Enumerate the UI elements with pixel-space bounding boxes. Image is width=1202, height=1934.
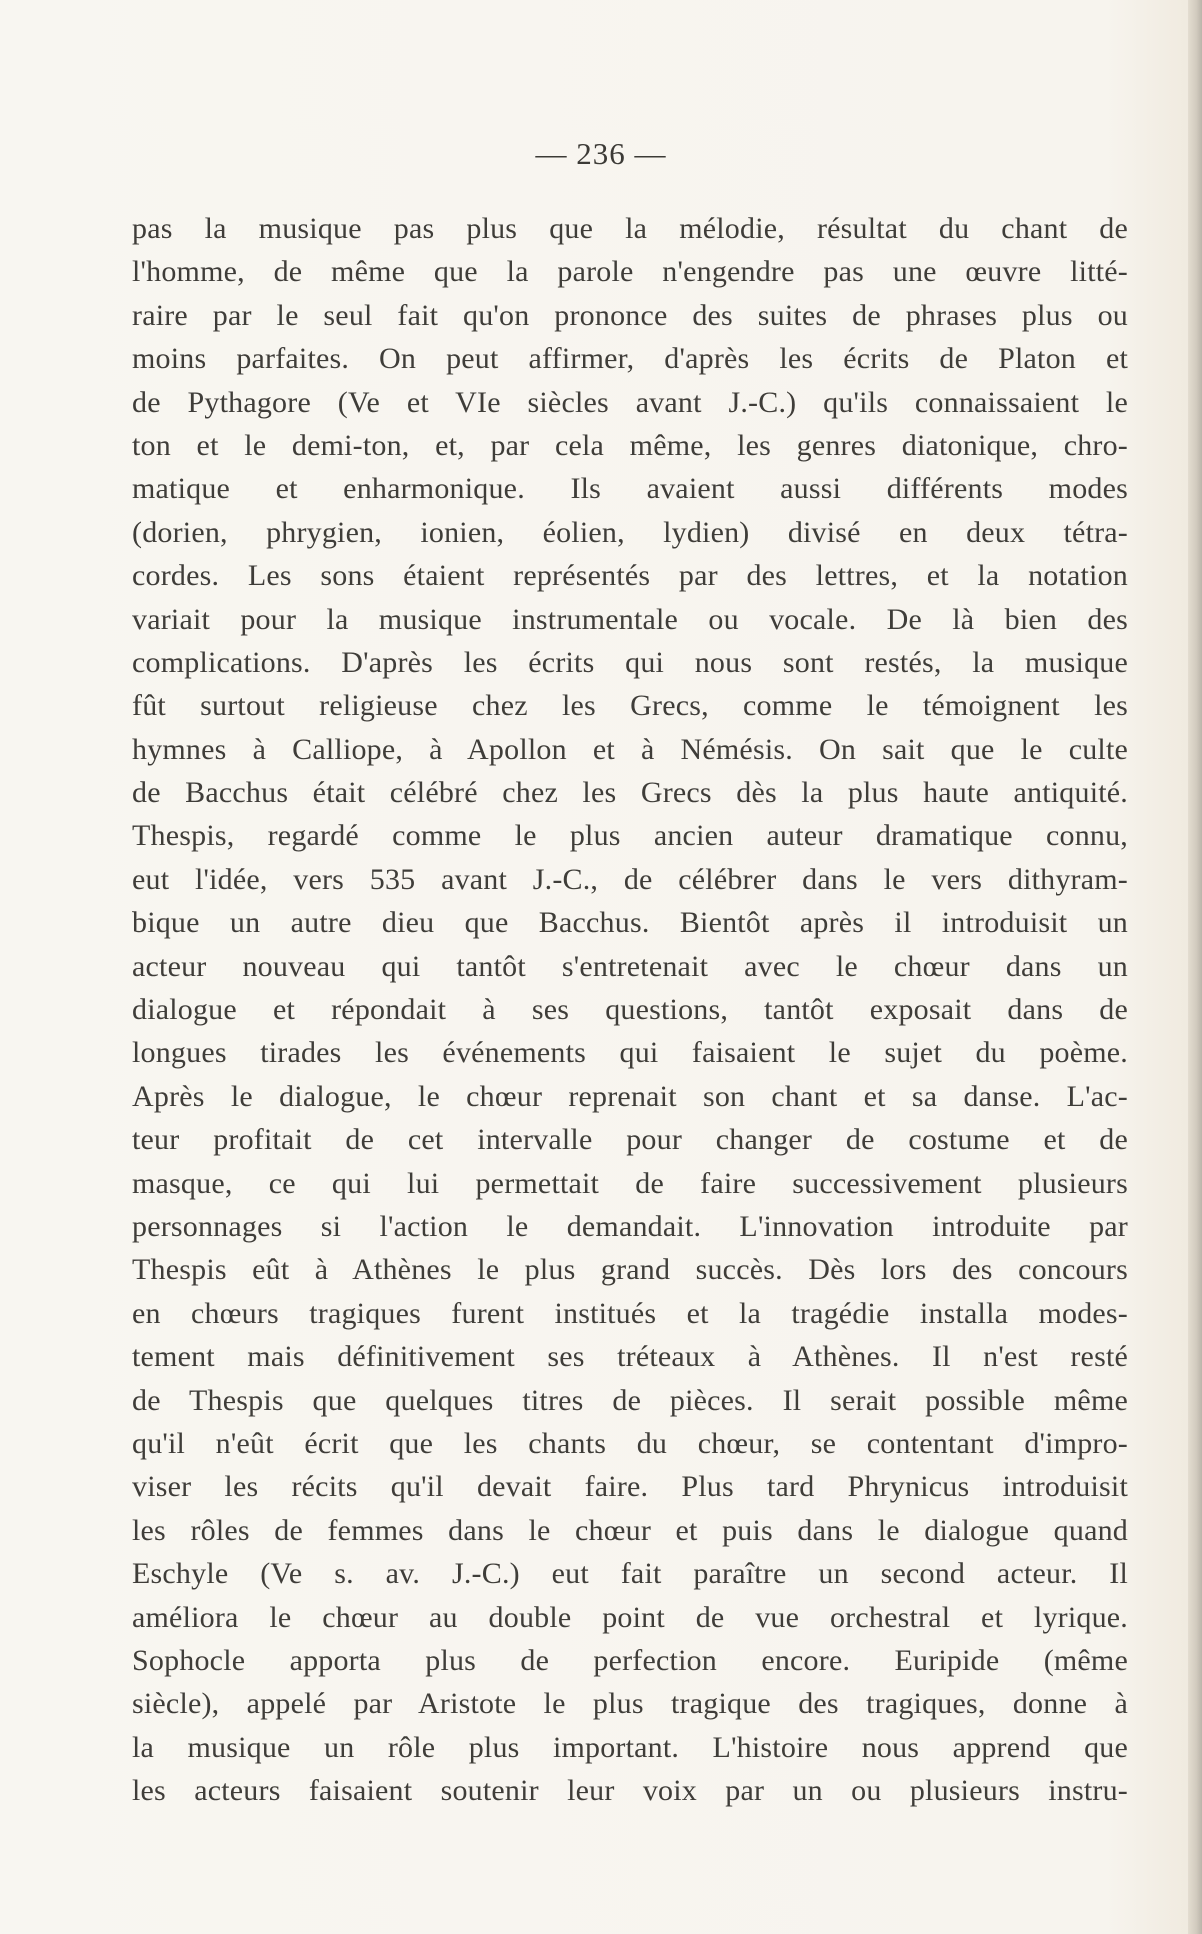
text-line: de Bacchus était célébré chez les Grecs dès la plus haute antiquité. (132, 776, 1128, 810)
text-line: Thespis eût à Athènes le plus grand succès. Dès lors des concours (132, 1253, 1128, 1287)
text-line: matique et enharmonique. Ils avaient aussi différents modes (132, 472, 1128, 506)
text-line: Eschyle (Ve s. av. J.-C.) eut fait paraître un second acteur. Il (132, 1557, 1128, 1591)
text-line: la musique un rôle plus important. L'histoire nous apprend que (132, 1730, 1128, 1764)
text-line: eut l'idée, vers 535 avant J.-C., de célébrer dans le vers dithyram- (132, 862, 1128, 896)
text-line: cordes. Les sons étaient représentés par des lettres, et la notation (132, 559, 1128, 593)
text-line: qu'il n'eût écrit que les chants du chœur, se contentant d'impro- (132, 1426, 1128, 1460)
text-line: tement mais définitivement ses tréteaux à Athènes. Il n'est resté (132, 1340, 1128, 1374)
text-line: Sophocle apporta plus de perfection encore. Euripide (même (132, 1643, 1128, 1677)
text-line: siècle), appelé par Aristote le plus tragique des tragiques, donne à (132, 1687, 1128, 1721)
text-line: dialogue et répondait à ses questions, tantôt exposait dans de (132, 993, 1128, 1027)
text-line: de Thespis que quelques titres de pièces. Il serait possible même (132, 1383, 1128, 1417)
text-line: de Pythagore (Ve et VIe siècles avant J.-C.) qu'ils connaissaient le (132, 385, 1128, 419)
page-number: — 236 — (535, 136, 667, 171)
text-line: viser les récits qu'il devait faire. Plus tard Phrynicus introduisit (132, 1470, 1128, 1504)
text-line: raire par le seul fait qu'on prononce des suites de phrases plus ou (132, 298, 1128, 332)
body-text (132, 207, 1128, 1812)
text-line: masque, ce qui lui permettait de faire successivement plusieurs (132, 1166, 1128, 1200)
text-line: moins parfaites. On peut affirmer, d'après les écrits de Platon et (132, 342, 1128, 376)
text-line: les acteurs faisaient soutenir leur voix par un ou plusieurs instru- (132, 1774, 1128, 1808)
text-line: les rôles de femmes dans le chœur et puis dans le dialogue quand (132, 1513, 1128, 1547)
text-line: personnages si l'action le demandait. L'innovation introduite par (132, 1209, 1128, 1243)
text-line: pas la musique pas plus que la mélodie, résultat du chant de (132, 212, 1128, 245)
text-line: Après le dialogue, le chœur reprenait son chant et sa danse. L'ac- (132, 1079, 1128, 1113)
text-line: améliora le chœur au double point de vue orchestral et lyrique. (132, 1600, 1128, 1634)
text-line: fût surtout religieuse chez les Grecs, comme le témoignent les (132, 689, 1128, 723)
text-line: ton et le demi-ton, et, par cela même, les genres diatonique, chro- (132, 428, 1128, 462)
text-line: en chœurs tragiques furent institués et la tragédie installa modes- (132, 1296, 1128, 1330)
text-line: longues tirades les événements qui faisaient le sujet du poème. (132, 1036, 1128, 1070)
text-line: (dorien, phrygien, ionien, éolien, lydien) divisé en deux tétra- (132, 515, 1128, 549)
text-line: complications. D'après les écrits qui nous sont restés, la musique (132, 645, 1128, 679)
text-line: acteur nouveau qui tantôt s'entretenait avec le chœur dans un (132, 949, 1128, 983)
text-line: teur profitait de cet intervalle pour changer de costume et de (132, 1123, 1128, 1157)
page-edge-shadow (1188, 0, 1202, 1934)
text-line: Thespis, regardé comme le plus ancien auteur dramatique connu, (132, 819, 1128, 853)
text-line: bique un autre dieu que Bacchus. Bientôt après il introduisit un (132, 906, 1128, 940)
text-line: hymnes à Calliope, à Apollon et à Némésis. On sait que le culte (132, 732, 1128, 766)
text-line: l'homme, de même que la parole n'engendre pas une œuvre litté- (132, 255, 1128, 289)
text-line: variait pour la musique instrumentale ou vocale. De là bien des (132, 602, 1128, 636)
